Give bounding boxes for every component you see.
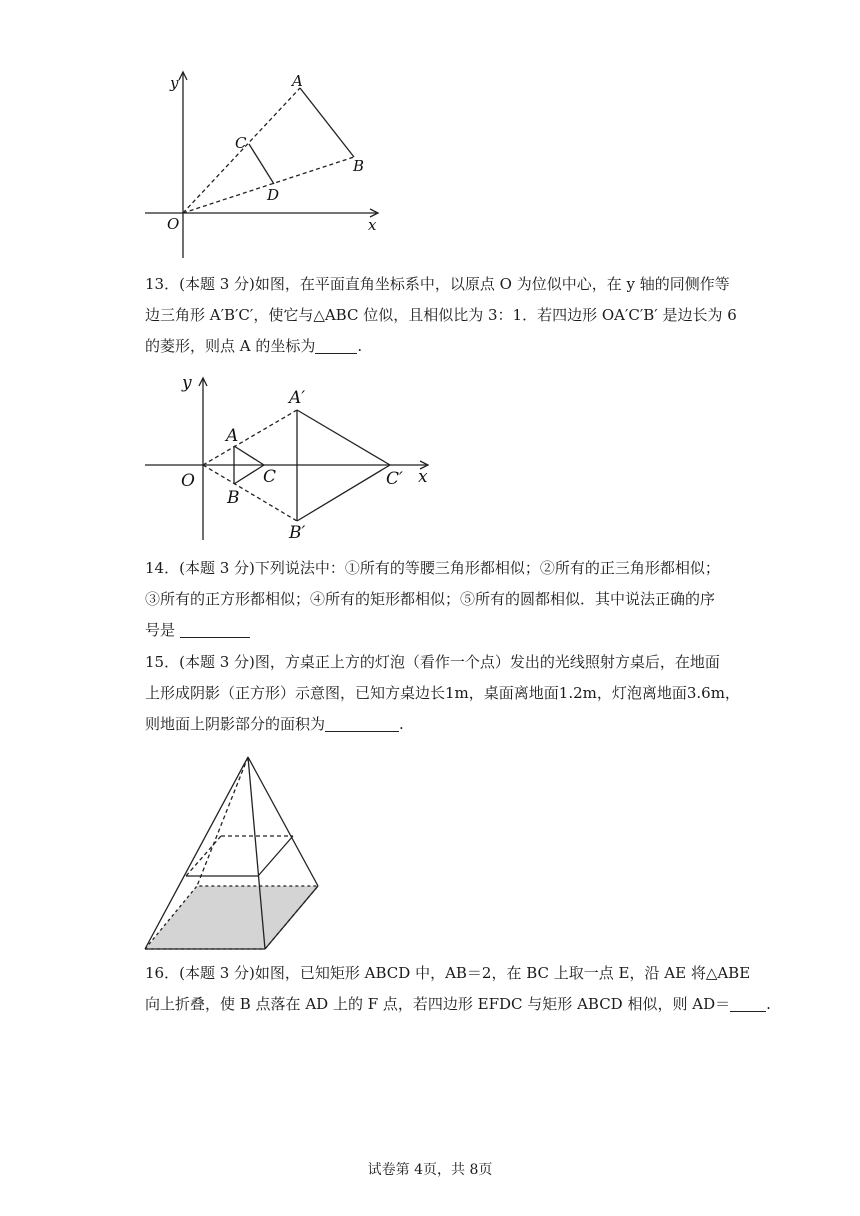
label-C: C (263, 467, 277, 487)
label-B: B (227, 488, 240, 508)
ray-back-left (197, 757, 248, 886)
segment-A1C1 (297, 410, 390, 465)
label-D: D (267, 186, 280, 204)
q13-line2: 边三角形 A′B′C′，使它与△ABC 位似，且相似比为 3：1．若四边形 OA′C′B′ 是边长为 6 (145, 306, 737, 324)
q15-line2: 上形成阴影（正方形）示意图，已知方桌边长1m，桌面离地面1.2m，灯泡离地面3.6m， (145, 684, 740, 702)
q13-period: . (357, 337, 363, 355)
q13-text-3: 的菱形，则点 A 的坐标为 (145, 337, 316, 355)
q14-line1 (145, 553, 725, 584)
page-footer: 试卷第 4页，共 8页 (367, 1162, 493, 1178)
q15-answer-blank[interactable] (325, 715, 399, 732)
question-15 (145, 647, 740, 740)
label-C: C (235, 134, 247, 152)
label-O: O (181, 471, 195, 491)
segment-B1C1 (297, 465, 390, 521)
q13-tag: (本题 3 分) (179, 275, 255, 293)
q15-line3 (145, 709, 725, 740)
q16-text-1: 如图，已知矩形 ABCD 中，AB＝2，在 BC 上取一点 E，沿 AE 将△ABE (254, 964, 751, 982)
q16-text-2: 向上折叠，使 B 点落在 AD 上的 F 点，若四边形 EFDC 与矩形 ABCD 相似，则 AD＝ (145, 995, 731, 1013)
figure-similar-segments (140, 60, 390, 265)
q14-tag: (本题 3 分) (179, 559, 255, 577)
question-16 (145, 958, 771, 1020)
q13-line1 (145, 269, 730, 300)
q14-text-3: 号是 (145, 621, 176, 639)
label-A: A (292, 72, 303, 90)
q15-number: 15． (145, 653, 180, 671)
q16-answer-blank[interactable] (730, 995, 766, 1012)
q14-line2: ③所有的正方形都相似；④所有的矩形都相似；⑤所有的圆都相似．其中说法正确的序 (145, 590, 716, 608)
q15-text-1: 图，方桌正上方的灯泡（看作一个点）发出的光线照射方桌后，在地面 (254, 653, 720, 671)
label-O: O (167, 215, 180, 233)
q13-answer-blank[interactable] (315, 337, 357, 354)
segment-AB (300, 88, 354, 157)
q14-line3 (145, 615, 725, 646)
label-y: y (170, 74, 179, 92)
q14-number: 14． (145, 559, 180, 577)
label-B: B (353, 157, 365, 175)
q15-text-3: 则地面上阴影部分的面积为 (145, 715, 326, 733)
label-x: x (368, 216, 377, 234)
question-14 (145, 553, 725, 646)
label-A-prime: A′ (289, 388, 306, 408)
q14-answer-blank[interactable] (180, 621, 250, 638)
q14-text-1: 下列说法中：①所有的等腰三角形都相似；②所有的正三角形都相似； (254, 559, 720, 577)
figure-homothety-rhombus (140, 370, 440, 545)
segment-AC (234, 446, 264, 465)
table-right-edge (258, 836, 293, 876)
q13-number: 13． (145, 275, 180, 293)
q16-line2 (145, 989, 771, 1020)
q16-period: . (766, 995, 771, 1013)
figure-lamp-shadow-pyramid (140, 752, 330, 952)
label-y: y (182, 373, 192, 393)
q15-period: . (399, 715, 404, 733)
label-x: x (418, 467, 428, 487)
ray-back-right (248, 757, 318, 886)
q13-line3 (145, 331, 725, 362)
label-A: A (226, 426, 239, 446)
q16-line1 (145, 958, 751, 989)
q15-tag: (本题 3 分) (179, 653, 255, 671)
segment-CD (249, 144, 274, 184)
q15-line1 (145, 647, 725, 678)
label-C-prime: C′ (386, 469, 403, 489)
q13-text-1: 如图，在平面直角坐标系中，以原点 O 为位似中心，在 y 轴的同侧作等 (254, 275, 730, 293)
label-B-prime: B′ (289, 523, 306, 543)
q16-number: 16． (145, 964, 180, 982)
segment-BC (234, 465, 264, 484)
question-13 (145, 269, 737, 362)
q16-tag: (本题 3 分) (179, 964, 255, 982)
